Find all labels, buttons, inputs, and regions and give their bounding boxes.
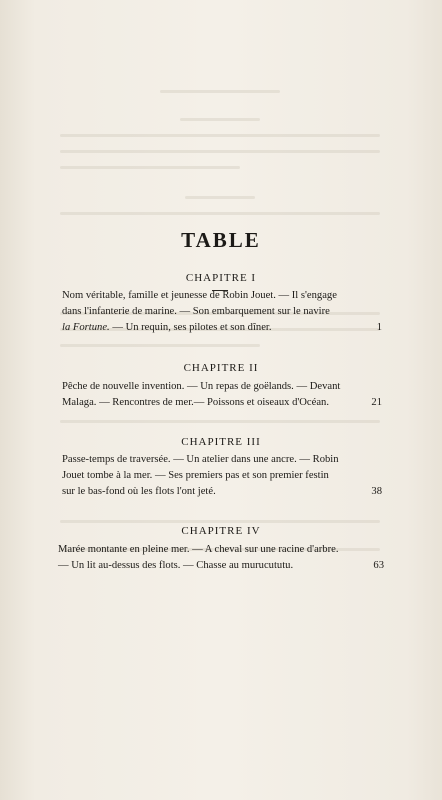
summary-text: — Un requin, ses pilotes et son dîner.: [109, 322, 272, 333]
summary-text: Malaga. — Rencontres de mer.— Poissons et oiseaux d'Océan.: [62, 397, 329, 408]
summary-line: Marée montante en pleine mer. — A cheval sur une racine d'arbre.: [58, 544, 339, 555]
summary-line: Nom véritable, famille et jeunesse de Robin Jouet. — Il s'engage: [62, 290, 337, 301]
summary-line: Jouet tombe à la mer. — Ses premiers pas et son premier festin: [62, 470, 329, 481]
chapter-summary: [58, 542, 384, 574]
bleed-through-mark: [60, 166, 240, 169]
summary-text: sur le bas-fond où les flots l'ont jeté.: [62, 486, 216, 497]
page-number: 38: [371, 486, 382, 497]
bleed-through-mark: [60, 212, 380, 215]
chapter-heading: CHAPITRE I: [185, 272, 257, 284]
summary-line: [58, 558, 384, 574]
bleed-through-mark: [60, 150, 380, 153]
chapter-summary: [62, 288, 382, 336]
summary-line: dans l'infanterie de marine. — Son embarquement sur le navire: [62, 306, 330, 317]
summary-line: [62, 320, 382, 336]
chapter-heading: CHAPITRE II: [183, 362, 259, 374]
page-number: 21: [371, 397, 382, 408]
bleed-through-mark: [60, 134, 380, 137]
chapter-summary: [62, 452, 382, 500]
summary-line: [62, 395, 382, 411]
ship-name: la Fortune.: [62, 322, 110, 333]
summary-text: — Un lit au-dessus des flots. — Chasse au murucututu.: [58, 560, 294, 571]
bleed-through-mark: [180, 118, 260, 121]
page-number: 1: [376, 322, 382, 333]
bleed-through-mark: [60, 420, 380, 423]
bleed-through-mark: [160, 90, 280, 93]
summary-line: Pêche de nouvelle invention. — Un repas de goëlands. — Devant: [62, 381, 341, 392]
chapter-summary: [62, 379, 382, 411]
summary-line: [62, 484, 382, 500]
bleed-through-mark: [60, 344, 260, 347]
summary-line: Passe-temps de traversée. — Un atelier dans une ancre. — Robin: [62, 454, 339, 465]
bleed-through-mark: [60, 520, 380, 523]
chapter-heading: CHAPITRE IV: [181, 525, 261, 537]
bleed-through-mark: [185, 196, 255, 199]
page-number: 63: [373, 560, 384, 571]
chapter-heading: CHAPITRE III: [181, 436, 261, 448]
page-title: TABLE: [181, 228, 261, 252]
